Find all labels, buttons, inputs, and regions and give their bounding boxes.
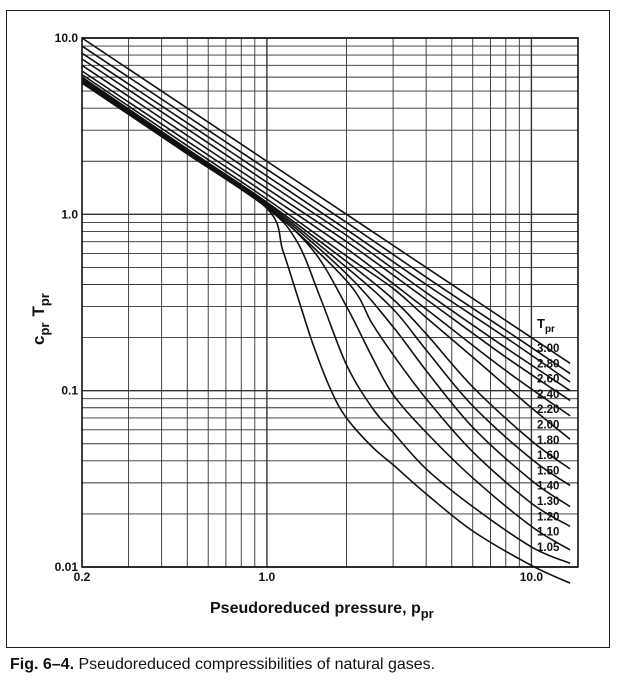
x-tick-label: 10.0 [519,570,544,584]
y-tick-label: 0.1 [61,383,78,398]
y-tick-labels [55,31,79,574]
y-axis-title-t: T [29,306,48,317]
y-axis-title-t-sub: pr [37,293,52,307]
x-axis-title-sub: pr [420,606,434,621]
curve-label-tpr-1-10: 1.10 [537,526,560,539]
curve-tpr-1-10 [82,82,570,563]
legend-title-main: T [537,316,545,331]
curve-label-tpr-1-80: 1.80 [537,434,560,447]
curve-label-tpr-1-05: 1.05 [537,541,560,554]
y-tick-label: 1.0 [61,207,78,222]
y-tick-label: 0.01 [54,560,78,574]
legend-title [537,316,555,335]
curve-tpr-1-30 [82,81,570,526]
curve-tpr-2-00 [82,71,570,416]
curve-label-tpr-2-00: 2.00 [537,419,560,432]
curve-label-tpr-1-60: 1.60 [537,450,560,463]
curve-tpr-2-40 [82,59,570,391]
curve-tpr-2-60 [82,53,570,382]
x-axis-title-main: Pseudoreduced pressure, p [210,600,421,617]
figure-caption [10,656,435,674]
curve-label-tpr-3-00: 3.00 [537,343,560,355]
curve-label-tpr-1-20: 1.20 [537,511,560,524]
curve-tpr-2-20 [82,65,570,400]
curve-tpr-1-20 [82,82,570,550]
caption-text: Pseudoreduced compressibilities of natural gases. [78,656,436,673]
x-tick-labels [74,570,544,584]
curve-tpr-1-40 [82,80,570,507]
curve-tpr-1-05 [82,83,570,583]
plot-area-border [82,38,578,567]
curve-label-tpr-2-60: 2.60 [537,373,560,386]
curve-label-tpr-1-30: 1.30 [537,496,560,508]
curve-label-tpr-2-20: 2.20 [537,404,560,417]
curves [82,38,570,583]
curve-label-tpr-1-40: 1.40 [537,480,560,493]
curve-tpr-1-50 [82,78,570,485]
y-axis-title-c-sub: pr [37,322,52,336]
x-tick-label: 0.2 [73,570,91,584]
curve-tpr-1-60 [82,77,570,469]
y-axis-title [29,293,52,345]
caption-fig-label: Fig. 6–4. [10,656,75,673]
curve-tpr-2-80 [82,46,570,374]
curve-label-tpr-1-50: 1.50 [537,465,560,478]
grid-lines [82,38,578,567]
x-tick-label: 1.0 [258,570,276,584]
curve-label-tpr-2-40: 2.40 [537,388,560,401]
curve-label-tpr-2-80: 2.80 [537,358,560,371]
y-axis-title-c: c [29,335,48,345]
x-axis-title [210,600,434,621]
y-tick-label: 10.0 [54,31,78,45]
legend-title-sub: pr [544,324,555,335]
